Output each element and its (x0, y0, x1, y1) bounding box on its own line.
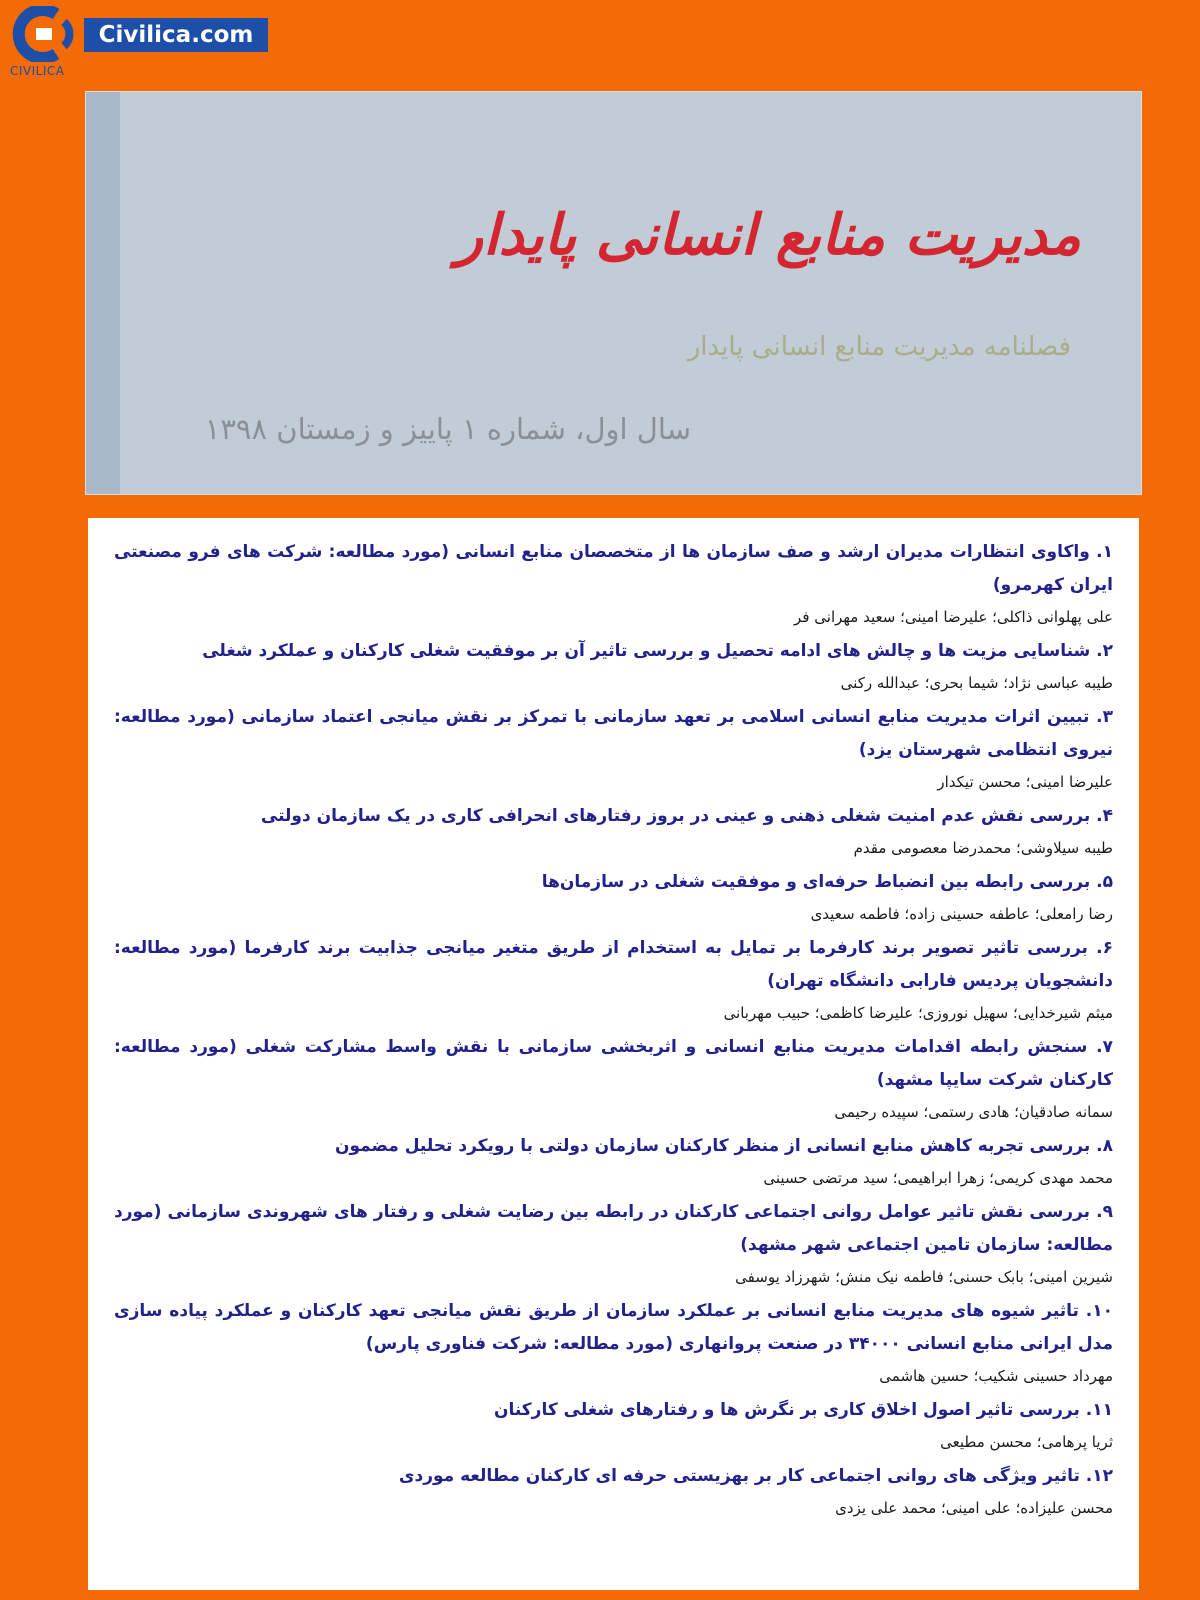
list-item (114, 701, 1113, 797)
article-title-link[interactable]: ۱. واکاوی انتظارات مدیران ارشد و صف سازمان ها از متخصصان منابع انسانی (مورد مطالعه: شرکت های فرو مصنعتی ایران کهرمرو) (114, 542, 1113, 595)
article-title-link[interactable]: ۱۰. تاثیر شیوه های مدیریت منابع انسانی بر عملکرد سازمان از طریق نقش میانجی تعهد کارکنان و عملکرد پیاده سازی مدل ایرانی منابع انسانی ۳۴۰۰۰ در صنعت پروانهاری (مورد مطالعه: شرکت فناوری پارس) (114, 1301, 1113, 1354)
journal-banner (86, 92, 1141, 494)
list-item (114, 1130, 1113, 1193)
article-authors: رضا رامعلی؛ عاطفه حسینی زاده؛ فاطمه سعیدی (810, 905, 1113, 923)
article-authors: محسن علیزاده؛ علی امینی؛ محمد علی یزدی (835, 1499, 1113, 1517)
article-authors: میثم شیرخدایی؛ سهیل نوروزی؛ علیرضا کاظمی؛ حبیب مهربانی (723, 1004, 1113, 1022)
table-of-contents (88, 518, 1139, 1590)
list-item (114, 1196, 1113, 1292)
article-title-link[interactable]: ۶. بررسی تاثیر تصویر برند کارفرما بر تمایل به استخدام از طریق متغیر میانجی جذابیت برند کارفرما (مورد مطالعه: دانشجویان پردیس فارابی دانشگاه تهران) (114, 938, 1113, 991)
list-item (114, 1394, 1113, 1457)
article-authors: سمانه صادقیان؛ هادی رستمی؛ سپیده رحیمی (834, 1103, 1113, 1121)
article-authors: محمد مهدی کریمی؛ زهرا ابراهیمی؛ سید مرتضی حسینی (763, 1169, 1113, 1187)
article-authors: ثریا پرهامی؛ محسن مطیعی (940, 1433, 1113, 1451)
list-item (114, 635, 1113, 698)
list-item (114, 866, 1113, 929)
article-authors: طیبه عباسی نژاد؛ شیما بحری؛ عبدالله رکنی (840, 674, 1113, 692)
list-item (114, 1460, 1113, 1523)
list-item (114, 932, 1113, 1028)
banner-side-strip (86, 92, 120, 494)
article-authors: شیرین امینی؛ بابک حسنی؛ فاطمه نیک منش؛ شهرزاد یوسفی (735, 1268, 1113, 1286)
list-item (114, 536, 1113, 632)
article-authors: علیرضا امینی؛ محسن تیکدار (937, 773, 1113, 791)
article-authors: علی پهلوانی ذاکلی؛ علیرضا امینی؛ سعید مهرانی فر (794, 608, 1113, 626)
list-item (114, 1031, 1113, 1127)
list-item (114, 1295, 1113, 1391)
journal-title: مدیریت منابع انسانی پایدار (456, 202, 1081, 268)
article-title-link[interactable]: ۷. سنجش رابطه اقدامات مدیریت منابع انسانی و اثربخشی سازمانی با نقش واسط مشارکت شغلی (مورد مطالعه: کارکنان شرکت سایپا مشهد) (114, 1037, 1113, 1090)
article-authors: مهرداد حسینی شکیب؛ حسین هاشمی (879, 1367, 1113, 1385)
logo-caption: CIVILICA (10, 64, 65, 78)
article-title-link[interactable]: ۳. تبیین اثرات مدیریت منابع انسانی اسلامی بر تعهد سازمانی با تمرکز بر نقش میانجی اعتماد سازمانی (مورد مطالعه: نیروی انتظامی شهرستان یزد) (114, 707, 1113, 760)
article-title-link[interactable]: ۱۱. بررسی تاثیر اصول اخلاق کاری بر نگرش ها و رفتارهای شغلی کارکنان (493, 1400, 1113, 1420)
site-name-badge[interactable]: Civilica.com (84, 18, 268, 52)
article-title-link[interactable]: ۲. شناسایی مزیت ها و چالش های ادامه تحصیل و بررسی تاثیر آن بر موفقیت شغلی کارکنان و عملکرد شغلی (202, 641, 1113, 661)
toc-list (114, 536, 1113, 1523)
article-title-link[interactable]: ۹. بررسی نقش تاثیر عوامل روانی اجتماعی کارکنان در رابطه بین رضایت شغلی و رفتار های شهروندی سازمانی (مورد مطالعه: سازمان تامین اجتماعی شهر مشهد) (114, 1202, 1113, 1255)
article-title-link[interactable]: ۵. بررسی رابطه بین انضباط حرفه‌ای و موفقیت شغلی در سازمان‌ها (541, 872, 1113, 892)
issue-info: سال اول، شماره ۱ پاییز و زمستان ۱۳۹۸ (204, 412, 691, 446)
article-title-link[interactable]: ۱۲. تاثیر ویژگی های روانی اجتماعی کار بر بهزیستی حرفه ای کارکنان مطالعه موردی (398, 1466, 1113, 1486)
list-item (114, 800, 1113, 863)
civilica-logo-icon (6, 6, 78, 62)
civilica-logo[interactable] (4, 6, 82, 76)
journal-subtitle: فصلنامه مدیریت منابع انسانی پایدار (687, 332, 1071, 362)
article-title-link[interactable]: ۸. بررسی تجربه کاهش منابع انسانی از منظر کارکنان سازمان دولتی با رویکرد تحلیل مضمون (334, 1136, 1113, 1156)
article-authors: طیبه سیلاوشی؛ محمدرضا معصومی مقدم (853, 839, 1113, 857)
article-title-link[interactable]: ۴. بررسی نقش عدم امنیت شغلی ذهنی و عینی در بروز رفتارهای انحرافی کاری در یک سازمان دولتی (260, 806, 1113, 826)
